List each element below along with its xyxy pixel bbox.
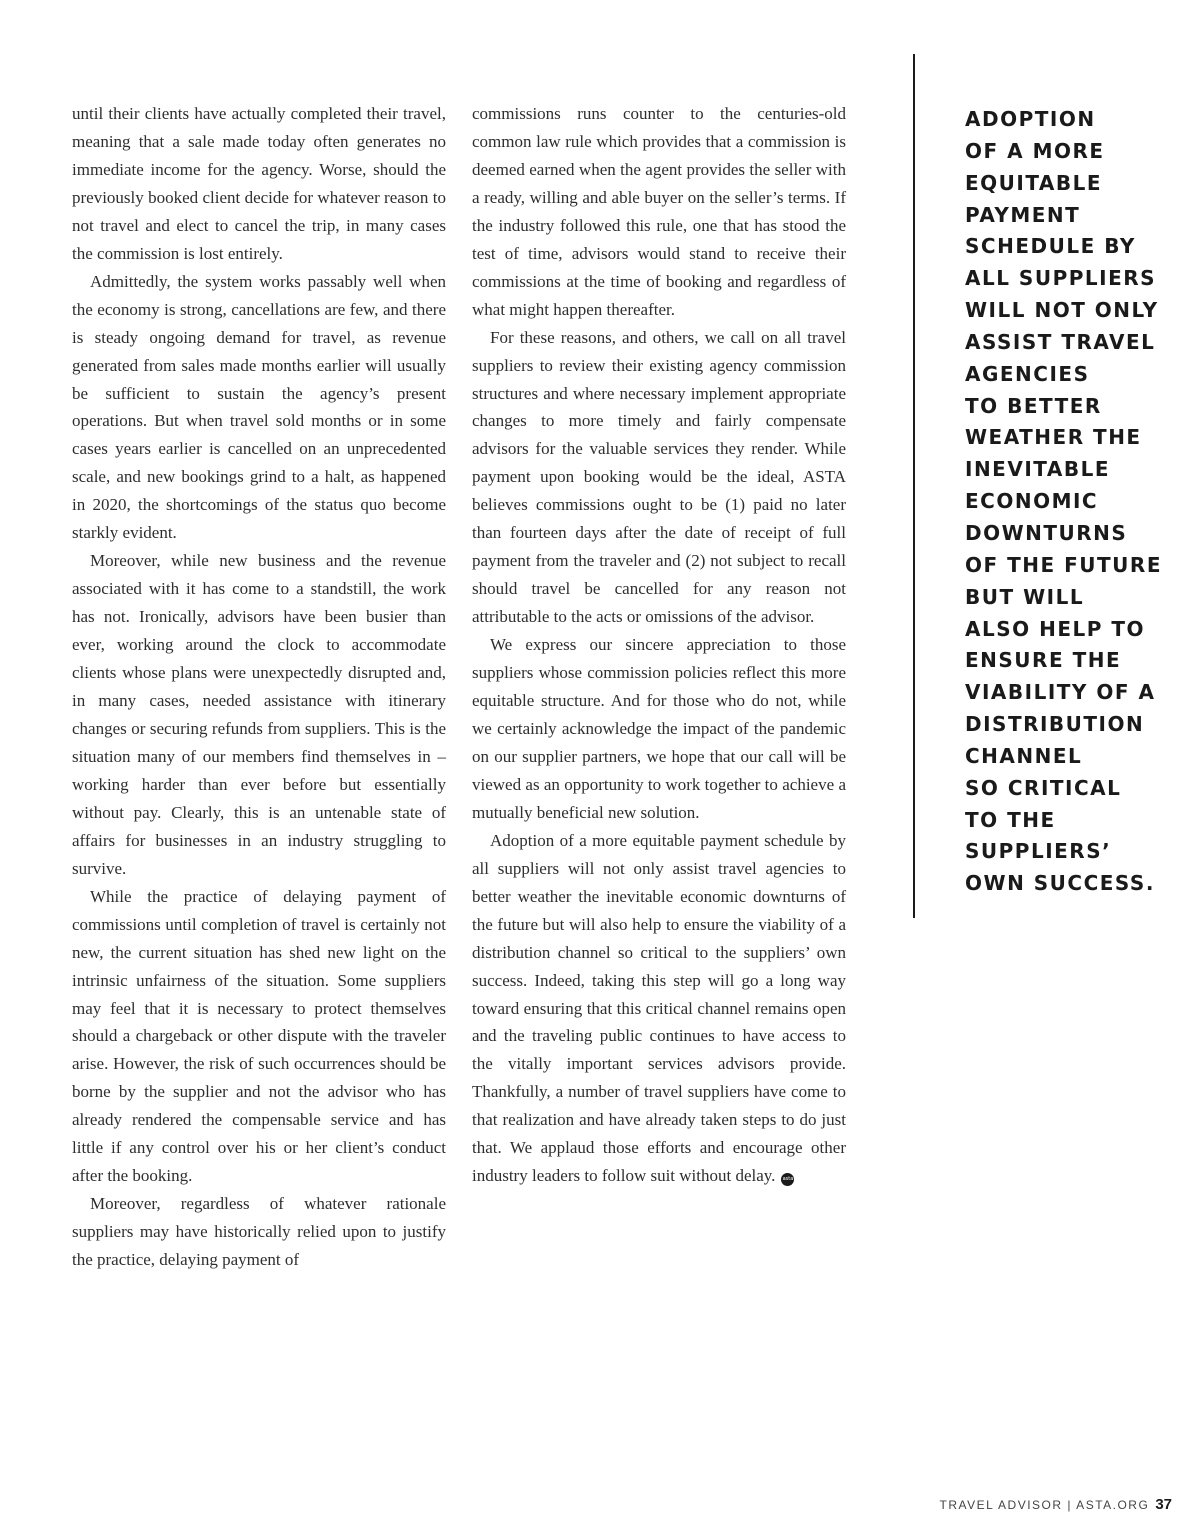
pullquote-divider [913,54,915,918]
paragraph: We express our sincere appreciation to those suppliers whose commission policies reflect this more equitable structure. And for those who do not, while we certainly acknowledge the impact of the pandemic on our supplier partners, we hope that our call will be viewed as an opportunity to work together to achieve a mutually beneficial new solution. [472,635,846,822]
pullquote-line: SCHEDULE BY [965,234,1136,259]
paragraph-last [472,827,846,1190]
pullquote-line: ENSURE THE [965,648,1122,673]
paragraph: Admittedly, the system works passably well when the economy is strong, cancellations are few, and there is steady ongoing demand for travel, as revenue generated from sales made months earlier will usually be sufficient to sustain the agency’s present operations. But when travel sold months or in some cases years earlier is cancelled on an unprecedented scale, and new bookings grind to a halt, as happened in 2020, the shortcomings of the status quo become starkly evident. [72,271,446,543]
pullquote-line: ADOPTION [965,107,1096,131]
pullquote-line: TO BETTER [965,393,1102,418]
asta-end-mark-icon: asta [781,1173,794,1186]
pullquote-line: DISTRIBUTION [965,712,1145,737]
pullquote-line: ASSIST TRAVEL [965,329,1156,354]
pullquote-line: AGENCIES [965,361,1090,386]
pullquote [965,104,1195,900]
pullquote-line: OWN SUCCESS. [965,871,1155,896]
pullquote-line: CHANNEL [965,743,1083,768]
paragraph-text: Adoption of a more equitable payment schedule by all suppliers will not only assist travel agencies to better weather the inevitable economic downturns of the future but will also help to ensure the viability of a distribution channel so critical to the suppliers’ own success. Indeed, taking this step will go a long way toward ensuring that this critical channel remains open and the traveling public continues to have access to the vitally important services advisors provide. Thankfully, a number of travel suppliers have come to that realization and have already taken steps to do just that. We applaud those efforts and encourage other industry leaders to follow suit without delay. [472,830,846,1186]
pullquote-line: PAYMENT [965,202,1081,227]
paragraph: commissions runs counter to the centuries-old common law rule which provides that a commission is deemed earned when the agent provides the seller with a ready, willing and able buyer on the seller’s terms. If the industry followed this rule, one that has stood the test of time, advisors would stand to receive their commissions at the time of booking and regardless of what might happen thereafter. [472,104,846,319]
pullquote-line: WILL NOT ONLY [965,298,1159,323]
pullquote-line: VIABILITY OF A [965,680,1156,705]
paragraph: While the practice of delaying payment of commissions until completion of travel is certainly not new, the current situation has shed new light on the intrinsic unfairness of the situation. Some suppliers may feel that it is necessary to protect themselves should a chargeback or other dispute with the traveler arise. However, the risk of such occurrences should be borne by the supplier and not the advisor who has already rendered the compensable service and has little if any control over his or her client’s conduct after the booking. [72,886,446,1186]
article-column-1 [72,100,446,1274]
pullquote-line: OF THE FUTURE [965,552,1162,577]
pullquote-line: ALL SUPPLIERS [965,266,1157,291]
paragraph: Moreover, regardless of whatever rationale suppliers may have historically relied upon to justify the practice, delaying payment of [72,1194,446,1270]
page-number: 37 [1155,1496,1172,1513]
pullquote-line: SO CRITICAL [965,775,1122,800]
pullquote-line: ALSO HELP TO [965,616,1146,641]
pullquote-line: DOWNTURNS [965,520,1128,545]
page-footer [940,1496,1172,1514]
pullquote-line: TO THE [965,807,1056,832]
pullquote-line: BUT WILL [965,584,1085,609]
paragraph: until their clients have actually completed their travel, meaning that a sale made today often generates no immediate income for the agency. Worse, should the previously booked client decide for whatever reason to not travel and elect to cancel the trip, in many cases the commission is lost entirely. [72,104,446,263]
pullquote-line: EQUITABLE [965,170,1103,195]
paragraph: For these reasons, and others, we call on all travel suppliers to review their existing agency commission structures and where necessary implement appropriate changes to more timely and fairly compensate advisors for the valuable services they render. While payment upon booking would be the ideal, ASTA believes commissions ought to be (1) paid no later than fourteen days after the date of receipt of full payment from the traveler and (2) not subject to recall should travel be cancelled for any reason not attributable to the acts or omissions of the advisor. [472,327,846,627]
pullquote-line: OF A MORE [965,138,1105,163]
article-column-2 [472,100,846,1190]
pullquote-line: SUPPLIERS’ [965,839,1112,864]
pullquote-line: INEVITABLE [965,457,1110,482]
pullquote-line: ECONOMIC [965,489,1099,514]
pullquote-line: WEATHER THE [965,425,1142,450]
paragraph: Moreover, while new business and the revenue associated with it has come to a standstill, the work has not. Ironically, advisors have been busier than ever, working around the clock to accommodate clients whose plans were unexpectedly disrupted and, in many cases, needed assistance with itinerary changes or securing refunds from suppliers. This is the situation many of our members find themselves in – working harder than ever before but essentially without pay. Clearly, this is an untenable state of affairs for businesses in an industry struggling to survive. [72,551,446,878]
publication-name: TRAVEL ADVISOR | ASTA.ORG [939,1498,1150,1512]
